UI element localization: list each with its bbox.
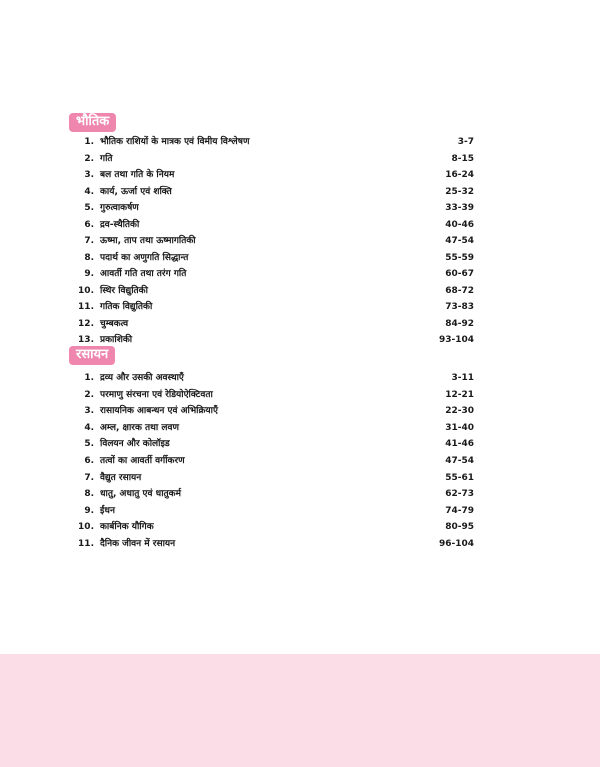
chapter-title: कार्य, ऊर्जा एवं शक्ति xyxy=(100,186,172,197)
contents-row xyxy=(0,299,600,315)
chapter-title: आवर्ती गति तथा तरंग गति xyxy=(100,269,187,279)
chapter-title: प्रकाशिकी xyxy=(100,335,133,345)
page-range: 33-39 xyxy=(445,203,474,213)
contents-row xyxy=(0,283,600,299)
contents-row xyxy=(0,266,600,282)
page-range: 62-73 xyxy=(445,489,474,500)
chapter-title: गुरुत्वाकर्षण xyxy=(100,203,139,213)
chapter-number: 10. xyxy=(78,285,94,296)
page-range: 60-67 xyxy=(445,269,474,279)
chapter-title: द्रव्य और उसकी अवस्थाएँ xyxy=(100,373,184,383)
contents-row xyxy=(0,167,600,183)
contents-row xyxy=(0,436,600,452)
contents-row xyxy=(0,470,600,486)
page-range: 68-72 xyxy=(445,285,474,296)
chapter-title: द्रव-स्थैतिकी xyxy=(100,219,140,230)
page-range: 47-54 xyxy=(445,456,474,466)
page-range: 12-21 xyxy=(445,389,474,400)
page-range: 55-61 xyxy=(445,472,474,483)
page-range: 3-7 xyxy=(457,137,474,147)
chapter-title: दैनिक जीवन में रसायन xyxy=(100,539,176,549)
contents-row xyxy=(0,370,600,386)
contents-row xyxy=(0,233,600,249)
chapter-number: 6. xyxy=(84,219,94,230)
page-range: 3-11 xyxy=(451,373,474,383)
page-range: 96-104 xyxy=(438,539,474,549)
chapter-title: विलयन और कोलॉइड xyxy=(100,439,170,450)
page-range: 8-15 xyxy=(451,153,474,164)
chapter-number: 9. xyxy=(84,505,94,516)
footer-band xyxy=(0,654,600,767)
page-range: 73-83 xyxy=(445,302,474,312)
chapter-title: धातु, अधातु एवं धातुकर्म xyxy=(100,489,181,500)
page-range: 22-30 xyxy=(445,406,474,417)
contents-row xyxy=(0,316,600,332)
chapter-title: ईंधन xyxy=(100,505,115,516)
page-range: 93-104 xyxy=(438,335,474,345)
contents-row xyxy=(0,217,600,233)
chapter-number: 9. xyxy=(84,269,94,279)
chapter-number: 10. xyxy=(78,522,94,533)
chapter-number: 13. xyxy=(78,335,94,345)
page-range: 80-95 xyxy=(445,522,474,533)
chapter-title: तत्वों का आवर्ती वर्गीकरण xyxy=(100,456,185,466)
page-range: 74-79 xyxy=(445,505,474,516)
chapter-title: स्थिर विद्युतिकी xyxy=(100,285,148,296)
chapter-title: वैद्युत रसायन xyxy=(100,472,142,483)
page-range: 25-32 xyxy=(445,186,474,197)
chapter-title: रासायनिक आबन्धन एवं अभिक्रियाएँ xyxy=(100,406,218,417)
chapter-title: गति xyxy=(100,153,113,164)
chapter-number: 7. xyxy=(84,472,94,483)
chapter-number: 5. xyxy=(84,203,94,213)
contents-row xyxy=(0,519,600,535)
chapter-number: 8. xyxy=(84,252,94,263)
chapter-number: 5. xyxy=(84,439,94,450)
chapter-title: चुम्बकत्व xyxy=(100,318,129,329)
chapter-number: 8. xyxy=(84,489,94,500)
section-heading-chemistry: रसायन xyxy=(69,346,115,365)
page-range: 47-54 xyxy=(445,236,474,246)
chapter-number: 2. xyxy=(84,389,94,400)
chapter-title: भौतिक राशियों के मात्रक एवं विमीय विश्लेषण xyxy=(100,137,250,147)
contents-row xyxy=(0,503,600,519)
chapter-number: 6. xyxy=(84,456,94,466)
chapter-number: 11. xyxy=(78,302,94,312)
chapter-number: 1. xyxy=(84,373,94,383)
chapter-number: 1. xyxy=(84,137,94,147)
contents-row xyxy=(0,250,600,266)
chapter-number: 12. xyxy=(78,318,94,329)
page-range: 84-92 xyxy=(445,318,474,329)
contents-row xyxy=(0,200,600,216)
page-range: 16-24 xyxy=(445,170,474,180)
section-heading-physics: भौतिक xyxy=(69,113,116,132)
contents-row xyxy=(0,536,600,552)
chapter-number: 3. xyxy=(84,170,94,180)
contents-row xyxy=(0,184,600,200)
contents-row xyxy=(0,134,600,150)
chapter-number: 11. xyxy=(78,539,94,549)
contents-row xyxy=(0,486,600,502)
contents-row xyxy=(0,453,600,469)
page-range: 40-46 xyxy=(445,219,474,230)
chapter-title: कार्बनिक यौगिक xyxy=(100,522,154,533)
contents-row xyxy=(0,420,600,436)
chapter-title: गतिक विद्युतिकी xyxy=(100,302,153,312)
chapter-title: ऊष्मा, ताप तथा ऊष्मागतिकी xyxy=(100,236,196,246)
contents-row xyxy=(0,387,600,403)
chapter-title: परमाणु संरचना एवं रेडियोऐक्टिवता xyxy=(100,389,213,400)
chapter-number: 4. xyxy=(84,422,94,433)
contents-row xyxy=(0,403,600,419)
page-range: 55-59 xyxy=(445,252,474,263)
chapter-number: 4. xyxy=(84,186,94,197)
page-range: 31-40 xyxy=(445,422,474,433)
page-range: 41-46 xyxy=(445,439,474,450)
chapter-number: 2. xyxy=(84,153,94,164)
chapter-number: 3. xyxy=(84,406,94,417)
chapter-number: 7. xyxy=(84,236,94,246)
chapter-title: बल तथा गति के नियम xyxy=(100,170,175,180)
contents-row xyxy=(0,151,600,167)
chapter-title: अम्ल, क्षारक तथा लवण xyxy=(100,422,179,433)
chapter-title: पदार्थ का अणुगति सिद्धान्त xyxy=(100,252,189,263)
